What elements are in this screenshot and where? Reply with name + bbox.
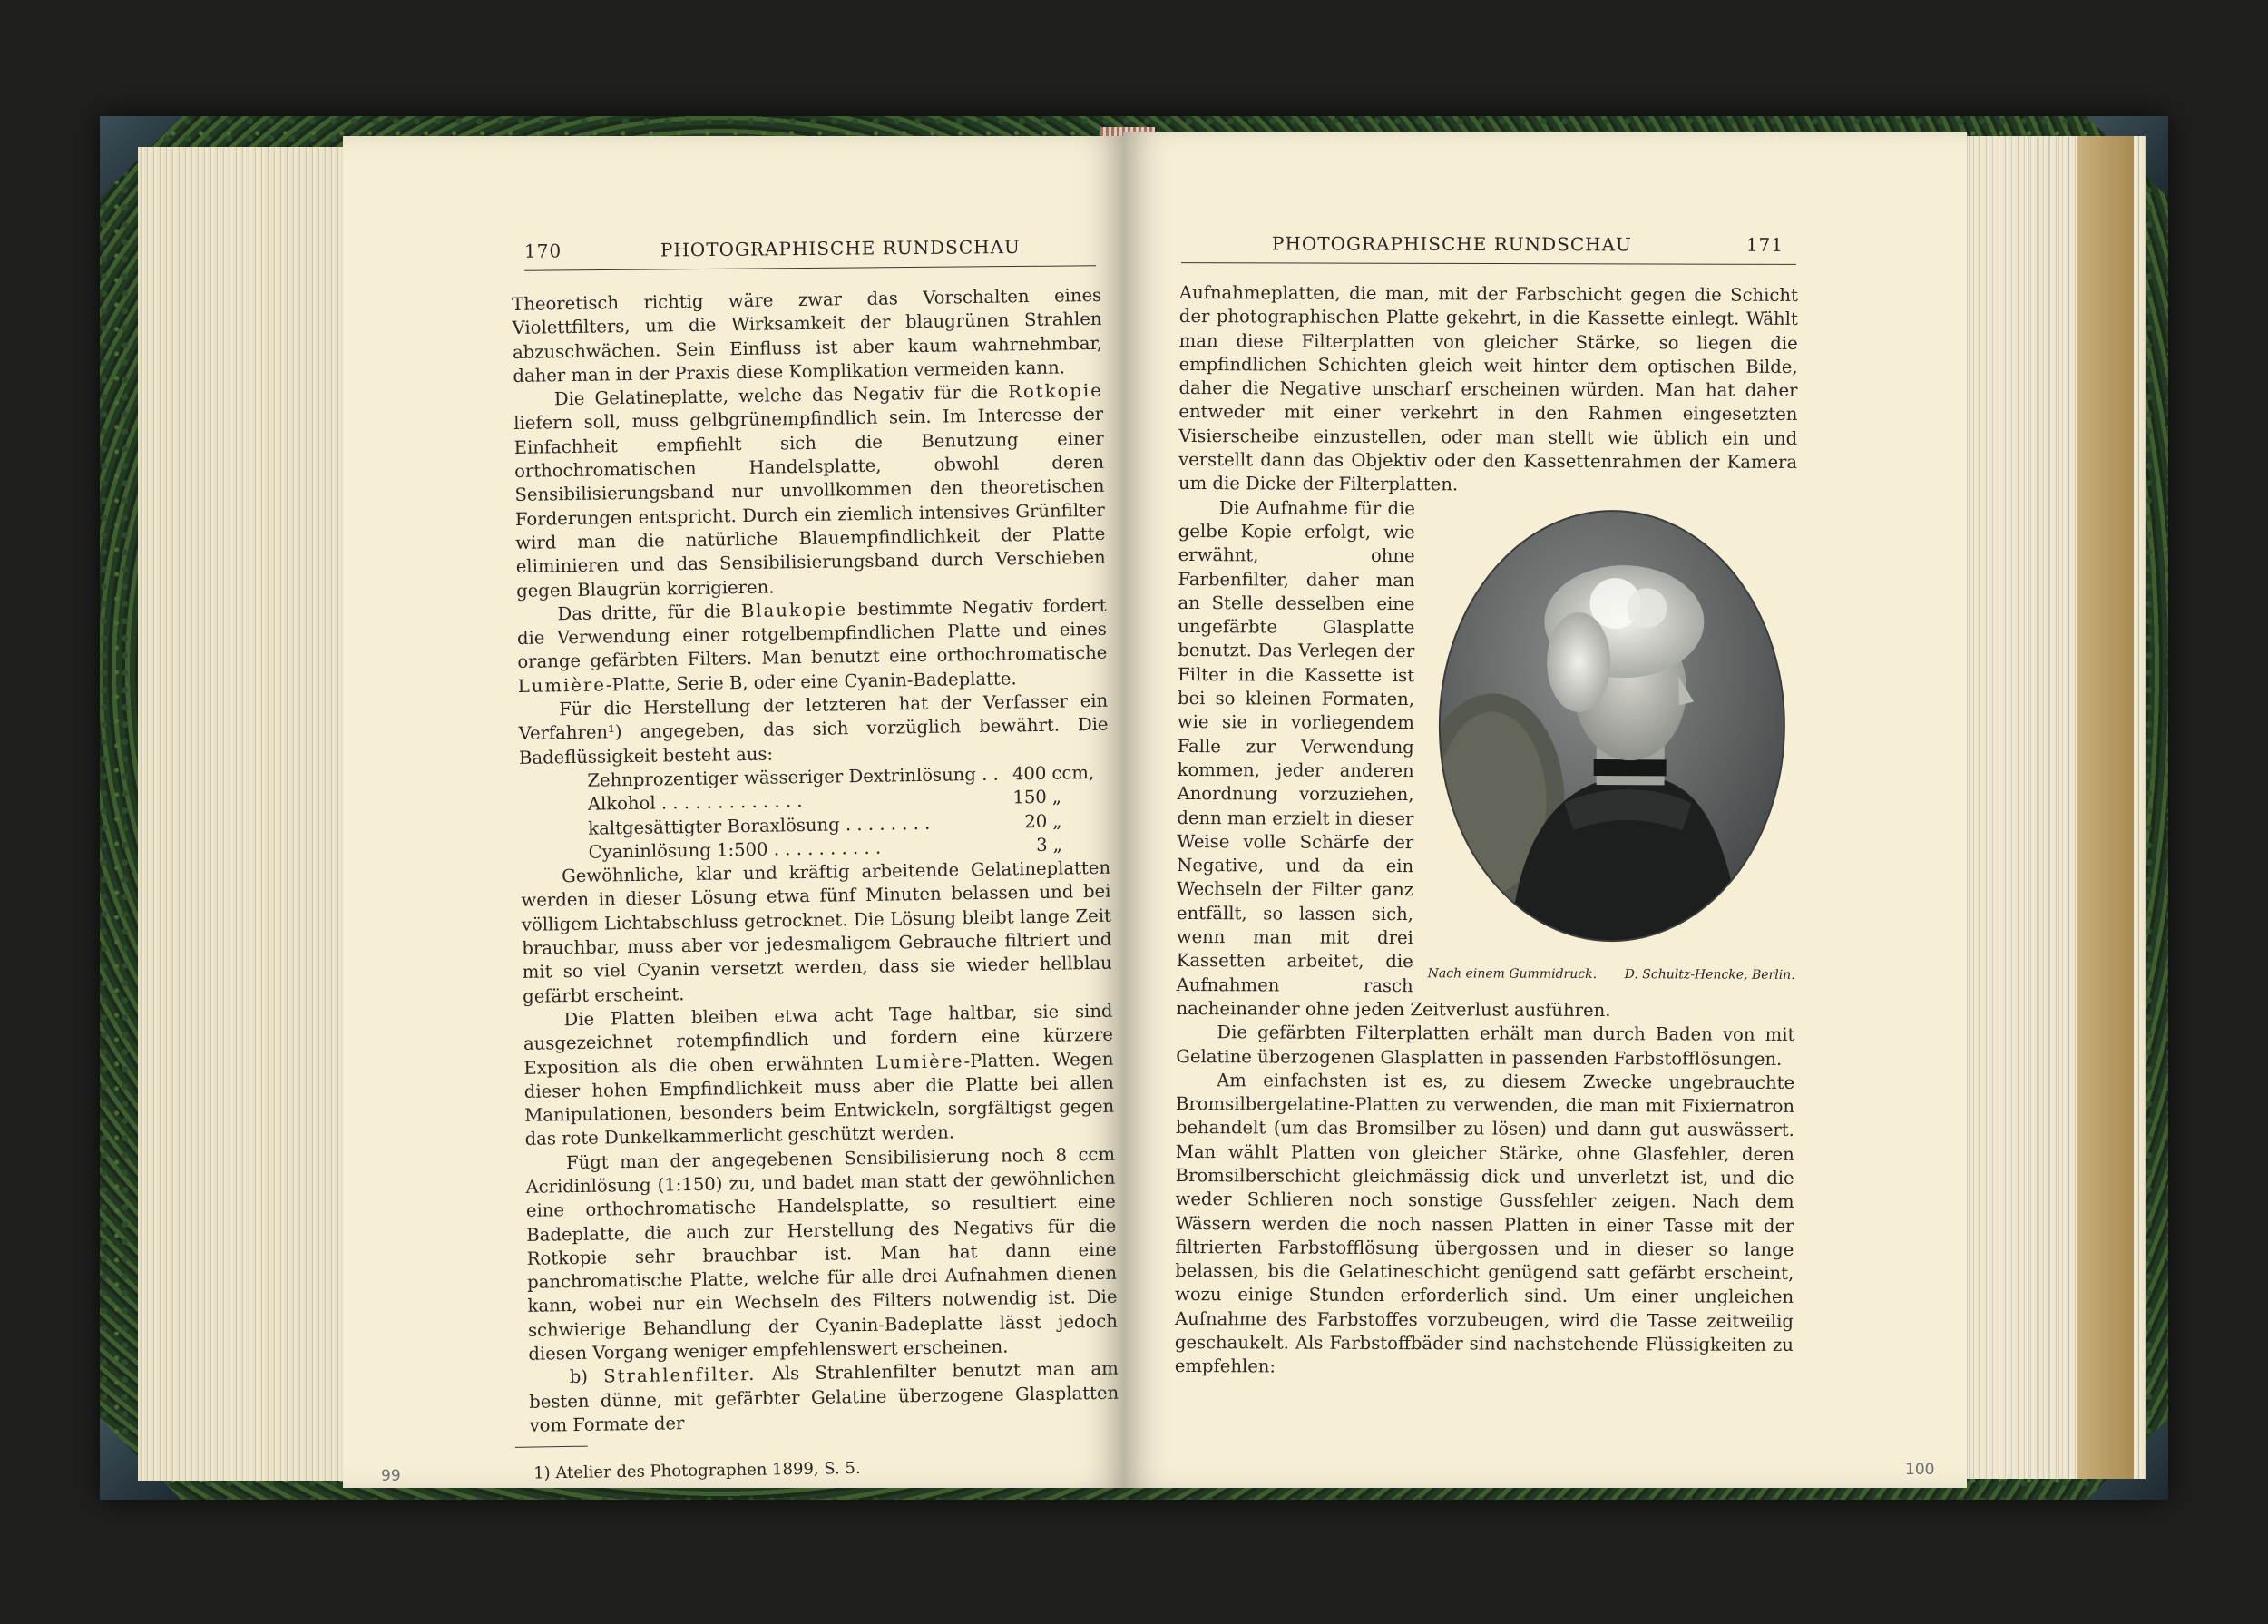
formula-name: Cyaninlösung 1:500 . . . . . . . . . . xyxy=(588,836,882,863)
spaced-term: Blaukopie xyxy=(740,599,848,621)
spaced-term: Lumière xyxy=(517,674,607,697)
paragraph: Die Gelatineplatte, welche das Negativ für die Rotkopie liefern soll, muss gelbgrünempfindlich sein. Im Interesse der Einfachheit empfiehlt sich die Benutzung einer orthochromatischen Handelsplatte, obwohl deren Sensibilisierungsband nur unvollkommen den theoretischen Forderungen entspricht. Durch ein ziemlich intensives Grünfilter wird man die natürliche Blauempfindlichkeit der Platte eliminieren und das Sensibilisierungsband durch Verschieben gegen Blaugrün korrigieren. xyxy=(513,379,1106,602)
portrait-figure xyxy=(1428,503,1797,990)
formula-amount: 400 xyxy=(1012,762,1047,785)
formula-amount: 3 xyxy=(1035,834,1048,856)
formula-name: Alkohol . . . . . . . . . . . . . xyxy=(587,790,803,815)
paragraph: Aufnahmeplatten, die man, mit der Farbschicht gegen die Schicht der photographischen Platte gekehrt, in die Kassette einlegt. Wählt man diese Filterplatten von gleicher Stärke, so liegen die empfindlichen Schichten gleich weit hinter dem optischen Bilde, daher die Negative unscharf erscheinen würden. Man hat daher entweder mit einer verkehrt in den Rahmen eingesetzten Visierscheibe einzustellen, oder man stellt wie üblich ein und verstellt dann das Objektiv oder den Kassettenrahmen der Kamera um die Dicke der Filterplatten. xyxy=(1178,282,1798,495)
running-head-right xyxy=(1181,232,1796,265)
right-body-text xyxy=(1175,281,1798,1382)
head-rule xyxy=(1181,262,1796,265)
formula-table xyxy=(587,761,1110,865)
paragraph: Die Aufnahme für die gelbe Kopie erfolgt, wie erwähnt, ohne Farbenfilter, daher man an Stelle desselben eine ungefärbte Glasplatte benutzt. Das Verlegen der Filter in die Kassette ist bei so kleinen Formaten, wie sie in vorliegendem Falle zur Verwendung kommen, jeder anderen Anordnung vorzuziehen, denn man erzielt in dieser Weise volle Schärfe der Negative, und da ein Wechseln der Filter ganz entfällt, so lassen sich, wenn man mit drei Kassetten arbeitet, die Aufnahmen rasch nacheinander ohne jeden Zeitverlust ausführen. xyxy=(1176,496,1611,1021)
formula-unit: „ xyxy=(1051,786,1062,807)
page-edges-right-tan xyxy=(2077,136,2134,1479)
spaced-term: Lumière xyxy=(875,1050,964,1073)
caption-credit: D. Schultz-Hencke, Berlin. xyxy=(1624,966,1795,983)
formula-unit: ccm, xyxy=(1051,761,1095,784)
page-number-left: 170 xyxy=(523,240,562,262)
spaced-term: Rotkopie xyxy=(1008,379,1103,403)
paragraph: Das dritte, für die Blaukopie bestimmte Negativ fordert die Verwendung einer rotgelbempfindlichen Platte und eines orange gefärbten Filters. Man benutzt eine orthochromatische Lumière-Platte, Serie B, oder eine Cyanin-Badeplatte. xyxy=(516,594,1108,697)
paragraph: Gewöhnliche, klar und kräftig arbeitende Gelatineplatten werden in dieser Lösung etwa fünf Minuten belassen und bei völligem Lichtabschluss getrocknet. Die Lösung bleibt lange Zeit brauchbar, muss aber vor jedesmaligem Gebrauche filtriert und mit so viel Cyanin versetzt werden, dass sie wieder hellblau gefärbt erscheint. xyxy=(521,856,1112,1007)
formula-name: kaltgesättigter Boraxlösung . . . . . . . . xyxy=(588,812,931,839)
caption-technique: Nach einem Gummidruck. xyxy=(1427,965,1598,982)
figure-caption xyxy=(1428,962,1795,987)
pencil-page-mark-left: 99 xyxy=(381,1467,401,1485)
footnote-text: 1) Atelier des Photographen 1899, S. 5. xyxy=(533,1458,861,1483)
right-page xyxy=(1123,132,1967,1488)
pencil-page-mark-right: 100 xyxy=(1905,1461,1935,1479)
paragraph: b) Strahlenfilter. Als Strahlenfilter benutzt man am besten dünne, mit gefärbter Gelatine überzogene Glasplatten vom Formate der xyxy=(529,1358,1119,1436)
head-rule xyxy=(524,265,1096,270)
formula-amount: 20 xyxy=(1024,810,1048,832)
formula-unit: „ xyxy=(1052,810,1062,832)
formula-amount: 150 xyxy=(1012,787,1047,808)
running-head-title: PHOTOGRAPHISCHE RUNDSCHAU xyxy=(660,235,1021,261)
paragraph: Die Platten bleiben etwa acht Tage haltbar, sie sind ausgezeichnet rotempfindlich und fordern eine kürzere Exposition als die oben erwähnten Lumière-Platten. Wegen dieser hohen Empfindlichkeit muss aber die Platte bei allen Manipulationen, besonders beim Entwickeln, sorgfältigst gegen das rote Dunkelkammerlicht geschützt werden. xyxy=(523,1000,1115,1150)
left-body-text xyxy=(512,284,1119,1438)
paragraph: Fügt man der angegebenen Sensibilisierung noch 8 ccm Acridinlösung (1:150) zu, und badet man statt der gewöhnlichen eine orthochromatische Handelsplatte, so resultiert eine Badeplatte, die auch zur Herstellung des Negativs für die Rotkopie sehr brauchbar ist. Man hat dann eine panchromatische Platte, welche für alle drei Aufnahmen dienen kann, wobei nur ein Wechseln des Filters notwendig ist. Die schwierige Behandlung der Cyanin-Badeplatte lässt jedoch diesen Vorgang weniger empfehlenswert erscheinen. xyxy=(525,1143,1119,1365)
running-head-title: PHOTOGRAPHISCHE RUNDSCHAU xyxy=(1271,232,1632,256)
page-number-right: 171 xyxy=(1745,233,1784,256)
paragraph: Die gefärbten Filterplatten erhält man durch Baden von mit Gelatine überzogenen Glasplatten in passenden Farbstofflösungen. xyxy=(1176,1022,1795,1070)
left-page xyxy=(343,136,1125,1488)
portrait-photo xyxy=(1428,503,1797,958)
formula-name: Zehnprozentiger wässeriger Dextrinlösung . . xyxy=(587,763,999,791)
spaced-term: Strahlenfilter. xyxy=(603,1364,757,1387)
formula-unit: „ xyxy=(1052,834,1062,856)
footnote xyxy=(524,1438,1070,1482)
paragraph: Für die Herstellung der letzteren hat der Verfasser ein Verfahren¹) angegeben, das sich vorzüglich bewährt. Die Badeflüssigkeit besteht aus: xyxy=(518,690,1109,768)
page-edges-left xyxy=(138,147,348,1481)
paragraph: Am einfachsten ist es, zu diesem Zwecke ungebrauchte Bromsilbergelatine-Platten zu verwenden, die man mit Fixiernatron behandelt (um das Bromsilber zu lösen) und dann gut auswässert. Man wählt Platten von gleicher Stärke, ohne Glasfehler, deren Bromsilberschicht gleichmässig dick und unverletzt ist, und die weder Schlieren noch sonstige Gussfehler zeigen. Nach dem Wässern werden die noch nassen Platten in einer Tasse mit der filtrierten Farbstofflösung übergossen und in dieser so lange belassen, bis die Gelatineschicht genügend satt gefärbt erscheint, wozu einige Stunden erforderlich sind. Um einer ungleichen Aufnahme des Farbstoffes vorzubeugen, wird die Tasse zeitweilig geschaukelt. Als Farbstoffbäder sind nachstehende Flüssigkeiten zu empfehlen: xyxy=(1174,1069,1795,1377)
paragraph: Theoretisch richtig wäre zwar das Vorschalten eines Violettfilters, um die Wirksamkeit der blaugrünen Strahlen abzuschwächen. Sein Einfluss ist aber kaum wahrnehmbar, daher man in der Praxis diese Komplikation vermeiden kann. xyxy=(512,284,1103,386)
footnote-rule xyxy=(515,1446,588,1448)
running-head-left xyxy=(524,235,1096,270)
